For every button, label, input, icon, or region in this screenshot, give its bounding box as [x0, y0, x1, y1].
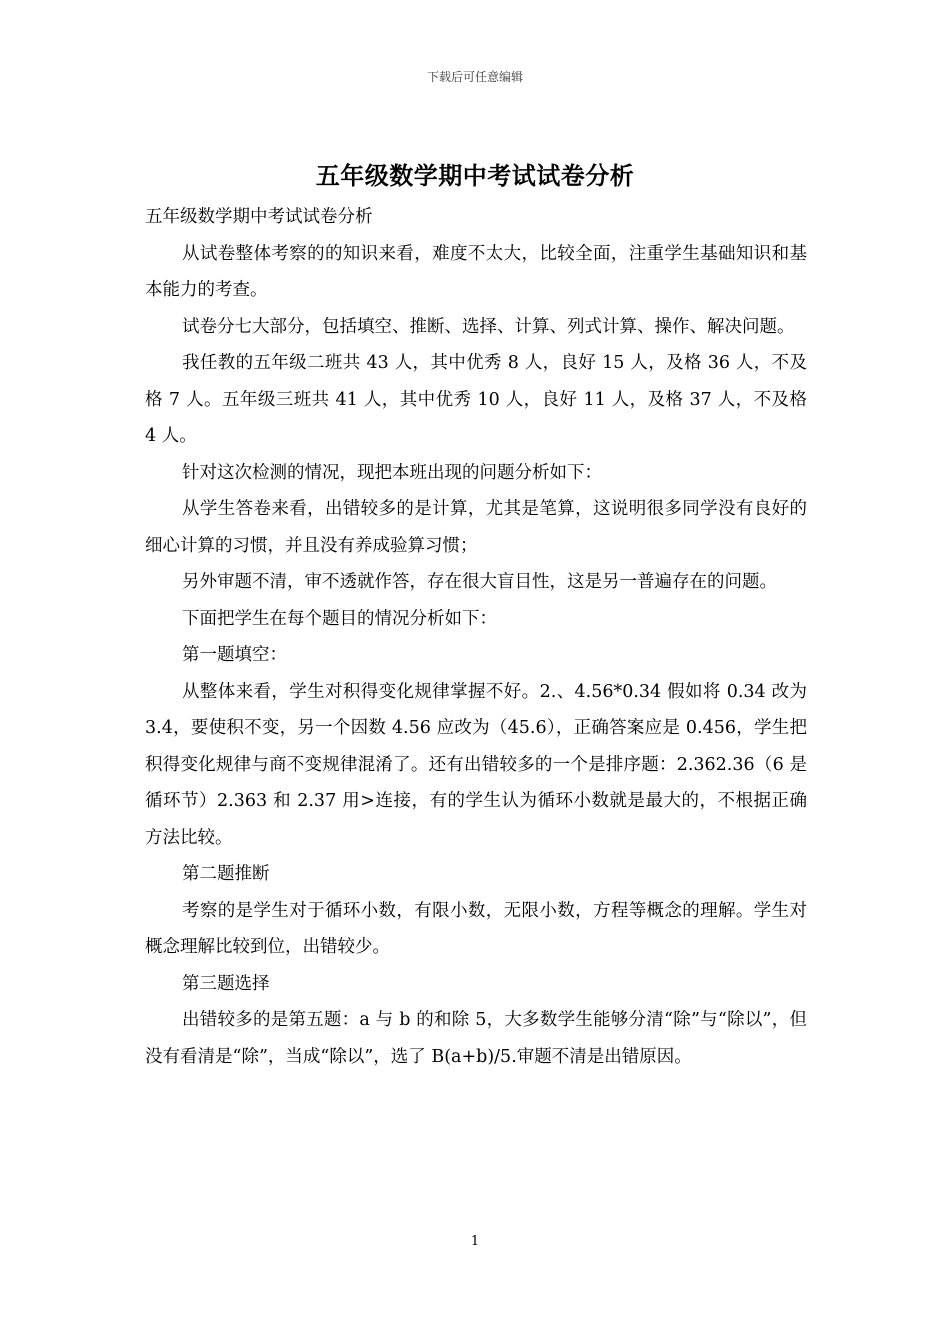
header-note: 下载后可任意编辑: [426, 70, 523, 84]
paragraph-subtitle: 五年级数学期中考试试卷分析: [145, 207, 373, 227]
paragraph-fill-in-analysis: 从整体来看，学生对积得变化规律掌握不好。2.、4.56*0.34 假如将 0.34 改为 3.4，要使积不变，另一个因数 4.56 应改为（45.6），正确答案应是 0.456，学生把积得变化规律与商不变规律混淆了。还有出错较多的一个是排序题：2.362.36（6 是循环节）2.363 和 2.37 用>连接，有的学生认为循环小数就是最大的，不根据正确方法比较。: [145, 681, 807, 848]
paragraph-structure: 试卷分七大部分，包括填空、推断、选择、计算、列式计算、操作、解决问题。: [182, 316, 795, 337]
paragraph-class-stats: 我任教的五年级二班共 43 人，其中优秀 8 人，良好 15 人，及格 36 人，不及格 7 人。五年级三班共 41 人，其中优秀 10 人，良好 11 人，及格 37 人，不及格 4 人。: [145, 353, 807, 446]
document-body: [145, 199, 807, 1075]
paragraph-choice-analysis: 出错较多的是第五题：a 与 b 的和除 5，大多数学生能够分清“除”与“除以”，但没有看清是“除”，当成“除以”，选了 B(a+b)/5.审题不清是出错原因。: [145, 1010, 807, 1067]
page-number: 1: [470, 1234, 480, 1249]
section-heading-choice: 第三题选择: [182, 973, 270, 994]
section-heading-fill-in: 第一题填空：: [182, 645, 287, 665]
document-title: 五年级数学期中考试试卷分析: [315, 161, 635, 190]
paragraph-per-question-intro: 下面把学生在每个题目的情况分析如下：: [182, 608, 497, 629]
paragraph-reading-errors: 另外审题不清，审不透就作答，存在很大盲目性，这是另一普遍存在的问题。: [182, 572, 777, 592]
paragraph-intro-analysis: 针对这次检测的情况，现把本班出现的问题分析如下：: [182, 462, 602, 483]
section-heading-judgement: 第二题推断: [182, 864, 270, 884]
paragraph-calculation-errors: 从学生答卷来看，出错较多的是计算，尤其是笔算，这说明很多同学没有良好的细心计算的习惯，并且没有养成验算习惯；: [145, 499, 807, 556]
paragraph-overview: 从试卷整体考察的的知识来看，难度不太大，比较全面，注重学生基础知识和基本能力的考查。: [145, 243, 807, 300]
paragraph-judgement-analysis: 考察的是学生对于循环小数，有限小数，无限小数，方程等概念的理解。学生对概念理解比较到位，出错较少。: [145, 900, 807, 957]
